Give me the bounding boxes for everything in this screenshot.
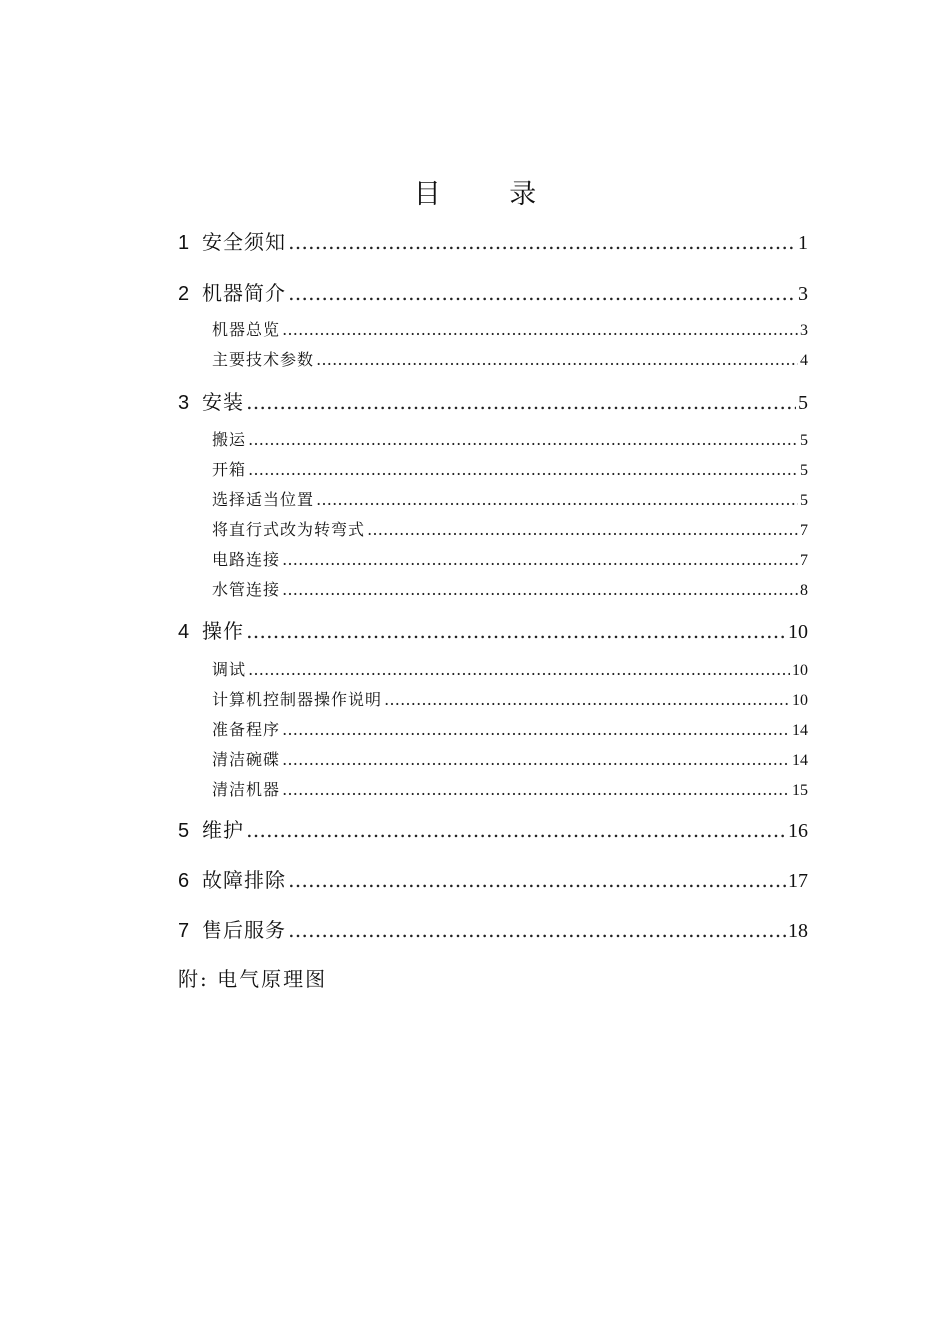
- toc-page-number: 14: [792, 752, 808, 769]
- toc-dot-leader: [248, 660, 790, 679]
- toc-dot-leader: [246, 619, 786, 643]
- toc-dot-leader: [282, 580, 798, 599]
- toc-section-entry: [212, 317, 808, 347]
- toc-dot-leader: [316, 490, 798, 509]
- page-title: 目 录: [413, 179, 567, 210]
- toc-dot-leader: [367, 520, 798, 539]
- toc-entry-title: 主要技术参数: [212, 350, 315, 369]
- toc-page-number: 8: [800, 582, 808, 599]
- toc-dot-leader: [282, 320, 798, 339]
- toc-dot-leader: [248, 460, 798, 479]
- toc-page-number: 18: [788, 920, 808, 942]
- toc-dot-leader: [316, 350, 798, 369]
- toc-page-number: 10: [792, 692, 808, 709]
- toc-section-entry: [212, 577, 808, 607]
- toc-section-entry: [212, 487, 808, 517]
- toc-entry-title: 售后服务: [202, 918, 286, 942]
- toc-entry-title: 准备程序: [212, 720, 281, 739]
- toc-chapter-number: 5: [178, 820, 190, 842]
- toc-chapter-number: 4: [178, 621, 190, 643]
- toc-page-number: 3: [800, 322, 808, 339]
- toc-page-number: 15: [792, 782, 808, 799]
- toc-dot-leader: [282, 780, 790, 799]
- toc-dot-leader: [288, 868, 786, 892]
- toc-dot-leader: [282, 550, 798, 569]
- toc-page-number: 5: [800, 492, 808, 509]
- toc-section-entry: [212, 547, 808, 577]
- toc-dot-leader: [246, 818, 786, 842]
- toc-chapter-number: 3: [178, 392, 190, 414]
- toc-dot-leader: [288, 918, 786, 942]
- toc-dot-leader: [384, 690, 790, 709]
- toc-chapter-entry: [178, 914, 808, 944]
- toc-page-number: 10: [788, 621, 808, 643]
- toc-page-number: 7: [800, 552, 808, 569]
- toc-section-entry: [212, 457, 808, 487]
- toc-chapter-entry: [178, 615, 808, 645]
- toc-chapter-number: 1: [178, 232, 190, 254]
- toc-entry-title: 操作: [202, 619, 244, 643]
- toc-page-number: 1: [798, 232, 808, 254]
- toc-chapter-entry: [178, 386, 808, 416]
- toc-section-entry: [212, 687, 808, 717]
- toc-entry-title: 清洁机器: [212, 780, 281, 799]
- toc-chapter-entry: [178, 864, 808, 894]
- toc-page-number: 4: [800, 352, 808, 369]
- toc-section-entry: [212, 517, 808, 547]
- toc-entry-title: 水管连接: [212, 580, 281, 599]
- toc-entry-title: 机器简介: [202, 281, 286, 305]
- toc-section-entry: [212, 717, 808, 747]
- toc-dot-leader: [248, 430, 798, 449]
- toc-chapter-number: 7: [178, 920, 190, 942]
- toc-page-number: 17: [788, 870, 808, 892]
- toc-page-number: 5: [800, 432, 808, 449]
- toc-entry-title: 开箱: [212, 460, 247, 479]
- toc-page-number: 10: [792, 662, 808, 679]
- toc-page-number: 5: [800, 462, 808, 479]
- toc-page-number: 7: [800, 522, 808, 539]
- toc-chapter-entry: [178, 814, 808, 844]
- toc-entry-title: 将直行式改为转弯式: [212, 520, 366, 539]
- toc-section-entry: [212, 347, 808, 377]
- toc-dot-leader: [282, 750, 790, 769]
- toc-chapter-number: 2: [178, 283, 190, 305]
- toc-chapter-entry: [178, 277, 808, 307]
- toc-entry-title: 清洁碗碟: [212, 750, 281, 769]
- toc-section-entry: [212, 747, 808, 777]
- toc-page-number: 3: [798, 283, 808, 305]
- toc-chapter-entry: [178, 226, 808, 256]
- toc-entry-title: 选择适当位置: [212, 490, 315, 509]
- toc-entry-title: 安装: [202, 390, 244, 414]
- toc-entry-title: 搬运: [212, 430, 247, 449]
- toc-page-number: 5: [798, 392, 808, 414]
- toc-dot-leader: [288, 281, 796, 305]
- toc-entry-title: 故障排除: [202, 868, 286, 892]
- toc-entry-title: 电路连接: [212, 550, 281, 569]
- toc-section-entry: [212, 777, 808, 807]
- toc-section-entry: [212, 427, 808, 457]
- toc-section-entry: [212, 657, 808, 687]
- toc-entry-title: 机器总览: [212, 320, 281, 339]
- toc-page-number: 16: [788, 820, 808, 842]
- toc-page-number: 14: [792, 722, 808, 739]
- toc-entry-title: 维护: [202, 818, 244, 842]
- toc-dot-leader: [246, 390, 796, 414]
- toc-dot-leader: [282, 720, 790, 739]
- toc-chapter-number: 6: [178, 870, 190, 892]
- appendix-note: 附: 电气原理图: [178, 967, 328, 991]
- toc-dot-leader: [288, 230, 796, 254]
- toc-entry-title: 计算机控制器操作说明: [212, 690, 383, 709]
- toc-entry-title: 安全须知: [202, 230, 286, 254]
- toc-entry-title: 调试: [212, 660, 247, 679]
